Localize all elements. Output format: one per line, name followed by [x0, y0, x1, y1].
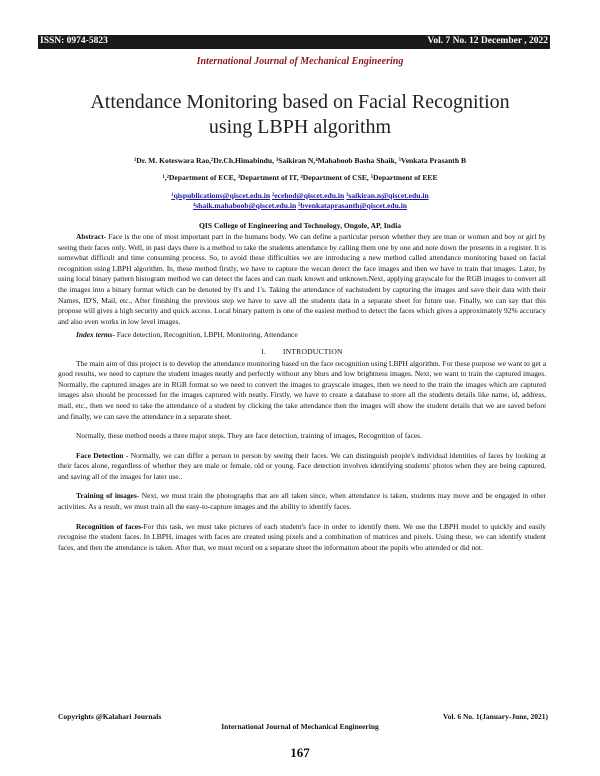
paragraph-intro: The main aim of this project is to develop the attendance monitoring based on the face recognition using LBPH algorithm. For these purpose we want to get a good results, we need to capture the student images neatly and perfectly without any blurs and low brightness images. Next, we want to train the captured images. Normally, the captured images are in RGB format so we need to convert the images to grayscale images, then we need to the train the images which are captured images also should be processed for the images captured with neatly. Firstly, we have to create a database to store all the students details like name, id, address, mail, etc., then we need to take the attendance of a student by clicking the take attendance then the images will show the student details that we are saved before and finally, we can save the attendance in a separate sheet. — [58, 358, 546, 421]
paragraph-face-detection — [58, 451, 546, 483]
abstract — [58, 232, 546, 327]
paragraph-steps: Normally, these method needs a three major steps. They are face detection, training of images, Recognition of faces. — [76, 431, 422, 441]
recognition-text: For this task, we must take pictures of each student's face in order to identify them. We use the LBPH model to quickly and easily recognise the student faces. In LBPH, images with faces are created using pixels and a combination of matrices and pixels. Using these, we can identify student faces, and then the attendance is taken. After that, we must record on a separate sheet the information about the pupils who attended or did not. — [58, 521, 546, 552]
training-label: Training of images — [76, 491, 137, 501]
email-link[interactable]: ²ecehod@qiscet.edu.in — [272, 191, 345, 200]
paragraph-recognition — [58, 522, 546, 554]
index-terms — [58, 330, 546, 341]
face-detection-label: Face Detection - — [76, 450, 129, 460]
journal-name: International Journal of Mechanical Engineering — [196, 56, 404, 67]
recognition-label: Recognition of faces- — [76, 521, 144, 531]
body-text — [58, 232, 546, 562]
header-bar — [38, 35, 550, 49]
email-link[interactable]: ¹qispublications@qiscet.edu.in — [171, 191, 271, 200]
index-terms-label: Index terms- — [76, 330, 116, 340]
departments: ¹,²Department of ECE, ³Department of IT, ⁴Department of CSE, ⁵Department of EEE — [162, 173, 438, 182]
college: QIS College of Engineering and Technology, Ongole, AP, India — [198, 221, 402, 230]
paragraph-training — [58, 491, 546, 512]
title-line-2: using LBPH algorithm — [208, 116, 392, 138]
abstract-label: Abstract- — [76, 232, 107, 241]
footer-journal: International Journal of Mechanical Engineering — [221, 722, 379, 731]
abstract-text: Face is the one of most important part in the humans body. We can define a particular person whether they are man or women and boy or girl by seeing their faces only. Well, in past days there is a method to take the students attendance by calling them one by one and note down the presents in a register. It is somewhat difficult and time consuming process. So, to avoid these difficulties we are introducing a new method called attendance monitoring based on facial recognition using LBPH algorithm. In, these method firstly, we have to capture the wecan detect the face images and then we have to train that images. Later, by using local binary pattern histogram method we can detect the faces and can mark known and unknown.Next, applying grayscale for the RGB images to convert all the images into a binary format which can be denoted by 0's and 1's. Taking the attendance of eachstudent by capturing the images and save their data with their Names, ID'S, Mail, etc., After finishing the previous step we have to save all the students data in a separate sheet for future use. Finally, we can say that this propose will gives a high security and quick access. Local binary pattern is one of the easiest method to detect the faces which gives a approximately 92% accuracy and also even works in low level images. — [58, 232, 546, 326]
section-heading — [58, 347, 546, 358]
face-detection-text: Normally, we can differ a person to person by seeing their faces. We can distinguish people's individual identities of faces by looking at their faces alone, regardless of whether they are male or female, old or young. Face detection involves identifying students' photos when they are being captured, and saving all of the images for later use.. — [58, 450, 546, 481]
footer-copyright: Copyrights @Kalahari Journals — [58, 712, 162, 721]
emails — [0, 191, 600, 211]
email-link[interactable]: ⁴shaik.mahaboob@qiscet.edu.in — [192, 201, 297, 210]
section-title: INTRODUCTION — [282, 346, 343, 356]
volume-issue: Vol. 7 No. 12 December , 2022 — [427, 36, 548, 46]
section-number: I. — [261, 346, 267, 356]
page-number: 167 — [290, 745, 310, 760]
email-link[interactable]: ³saikiran.n@qiscet.edu.in — [346, 191, 429, 200]
index-terms-text: Face detection, Recognition, LBPH, Monitoring, Attendance — [115, 330, 298, 340]
footer-volume: Vol. 6 No. 1(January-June, 2021) — [443, 712, 548, 721]
issn: ISSN: 0974-5823 — [40, 36, 108, 46]
paper-title — [40, 90, 560, 140]
training-text: - Next, we must train the photographs that are all taken since, when attendance is taken, students may move and be engaged in other activities. As a result, we must train all the easy-to-capture images and the ability to identify faces. — [58, 491, 546, 512]
authors: ¹Dr. M. Koteswara Rao,²Dr.Ch.Himabindu, ³Saikiran N,⁴Mahaboob Basha Shaik, ⁵Venkata Prasanth B — [133, 156, 467, 165]
title-line-1: Attendance Monitoring based on Facial Recognition — [90, 91, 510, 113]
email-link[interactable]: ⁵bvenkataprasanth@qiscet.edu.in — [298, 201, 408, 210]
